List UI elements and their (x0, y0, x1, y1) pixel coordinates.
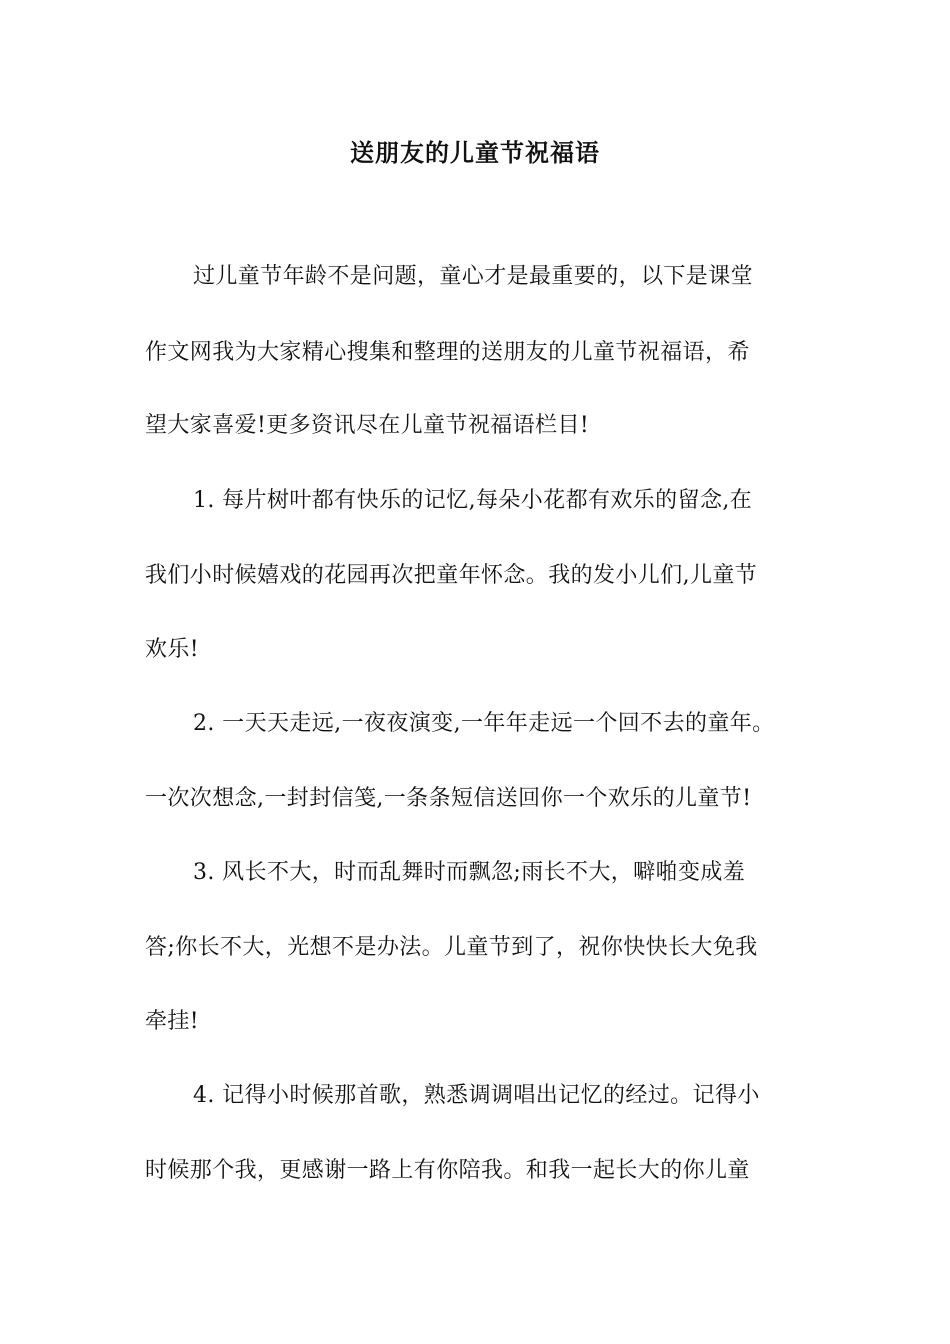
document-title: 送朋友的儿童节祝福语 (350, 138, 600, 167)
wish-3-line-3: 牵挂! (145, 1009, 200, 1034)
wish-2-line-2: 一次次想念,一封封信笺,一条条短信送回你一个欢乐的儿童节! (145, 786, 752, 811)
wish-3-line-1: 3. 风长不大，时而乱舞时而飘忽;雨长不大，噼啪变成羞 (193, 860, 746, 885)
wish-4-line-1: 4. 记得小时候那首歌，熟悉调调唱出记忆的经过。记得小 (193, 1083, 760, 1108)
wish-1-line-3: 欢乐! (145, 637, 200, 662)
wish-2-line-1: 2. 一天天走远,一夜夜演变,一年年走远一个回不去的童年。 (193, 711, 775, 736)
paragraph-intro-line-2: 作文网我为大家精心搜集和整理的送朋友的儿童节祝福语，希 (145, 340, 750, 365)
paragraph-intro-line-3: 望大家喜爱!更多资讯尽在儿童节祝福语栏目! (145, 413, 590, 438)
wish-3-line-2: 答;你长不大，光想不是办法。儿童节到了，祝你快快长大免我 (145, 935, 758, 960)
wish-4-line-2: 时候那个我，更感谢一路上有你陪我。和我一起长大的你儿童 (145, 1158, 750, 1183)
wish-1-line-2: 我们小时候嬉戏的花园再次把童年怀念。我的发小儿们,儿童节 (145, 563, 758, 588)
wish-1-line-1: 1. 每片树叶都有快乐的记忆,每朵小花都有欢乐的留念,在 (193, 488, 753, 513)
paragraph-intro-line-1: 过儿童节年龄不是问题，童心才是最重要的，以下是课堂 (193, 264, 754, 289)
